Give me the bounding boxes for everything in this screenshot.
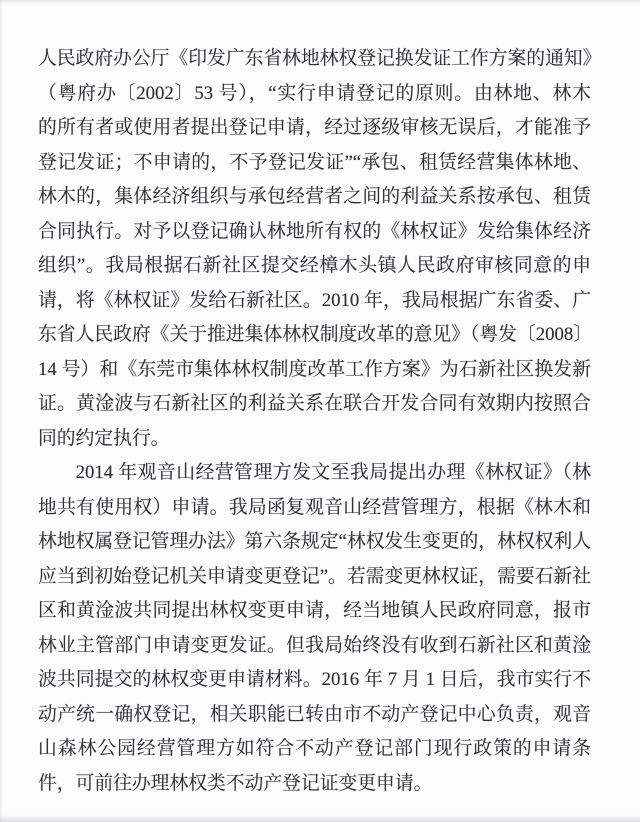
text-line: 登记发证；不申请的，不予登记发证”“承包、租赁经营集体林地、 bbox=[38, 151, 591, 173]
text-line: 组织”。我局根据石新社区提交经樟木头镇人民政府审核同意的申 bbox=[38, 255, 591, 276]
text-line-paragraph-end: 同的约定执行。 bbox=[38, 427, 170, 449]
text-line: 地共有使用权）申请。我局函复观音山经营管理方，根据《林木和 bbox=[38, 496, 591, 518]
text-line: 证。黄淦波与石新社区的利益关系在联合开发合同有效期内按照合 bbox=[38, 393, 591, 414]
text-line: 请，将《林权证》发给石新社区。2010 年，我局根据广东省委、广 bbox=[38, 289, 591, 311]
text-line: 山森林公园经营管理方如符合不动产登记部门现行政策的申请条 bbox=[38, 738, 591, 759]
text-line: 合同执行。对予以登记确认林地所有权的《林权证》发给集体经济 bbox=[38, 220, 591, 242]
text-line: 林木的，集体经济组织与承包经营者之间的利益关系按承包、租赁 bbox=[38, 186, 591, 207]
text-line: 人民政府办公厅《印发广东省林地林权登记换发证工作方案的通知》 bbox=[38, 48, 602, 69]
text-line: 波共同提交的林权变更申请材料。2016 年 7 月 1 日后，我市实行不 bbox=[38, 669, 591, 690]
text-line: 14 号）和《东莞市集体林权制度改革工作方案》为石新社区换发新 bbox=[38, 358, 591, 380]
text-line: 应当到初始登记机关申请变更登记”。若需变更林权证，需要石新社 bbox=[38, 565, 591, 587]
scan-left-edge bbox=[0, 0, 3, 822]
text-line: 区和黄淦波共同提出林权变更申请，经当地镇人民政府同意，报市 bbox=[38, 600, 591, 621]
text-line-paragraph-end: 件，可前往办理林权类不动产登记证变更申请。 bbox=[38, 772, 433, 794]
text-line: 的所有者或使用者提出登记申请，经过逐级审核无误后，才能准予 bbox=[38, 117, 591, 138]
text-line: 林地权属登记管理办法》第六条规定“林权发生变更的，林权权利人 bbox=[38, 531, 591, 552]
document-text bbox=[38, 42, 602, 801]
text-line: （粤府办〔2002〕53 号），“实行申请登记的原则。由林地、林木 bbox=[38, 82, 591, 104]
text-line: 动产统一确权登记，相关职能已转由市不动产登记中心负责，观音 bbox=[38, 703, 591, 725]
text-line: 林业主管部门申请变更发证。但我局始终没有收到石新社区和黄淦 bbox=[38, 634, 591, 656]
text-line: 东省人民政府《关于推进集体林权制度改革的意见》（粤发〔2008〕 bbox=[38, 324, 593, 345]
text-line-paragraph-start: 2014 年观音山经营管理方发文至我局提出办理《林权证》（林 bbox=[75, 462, 591, 483]
